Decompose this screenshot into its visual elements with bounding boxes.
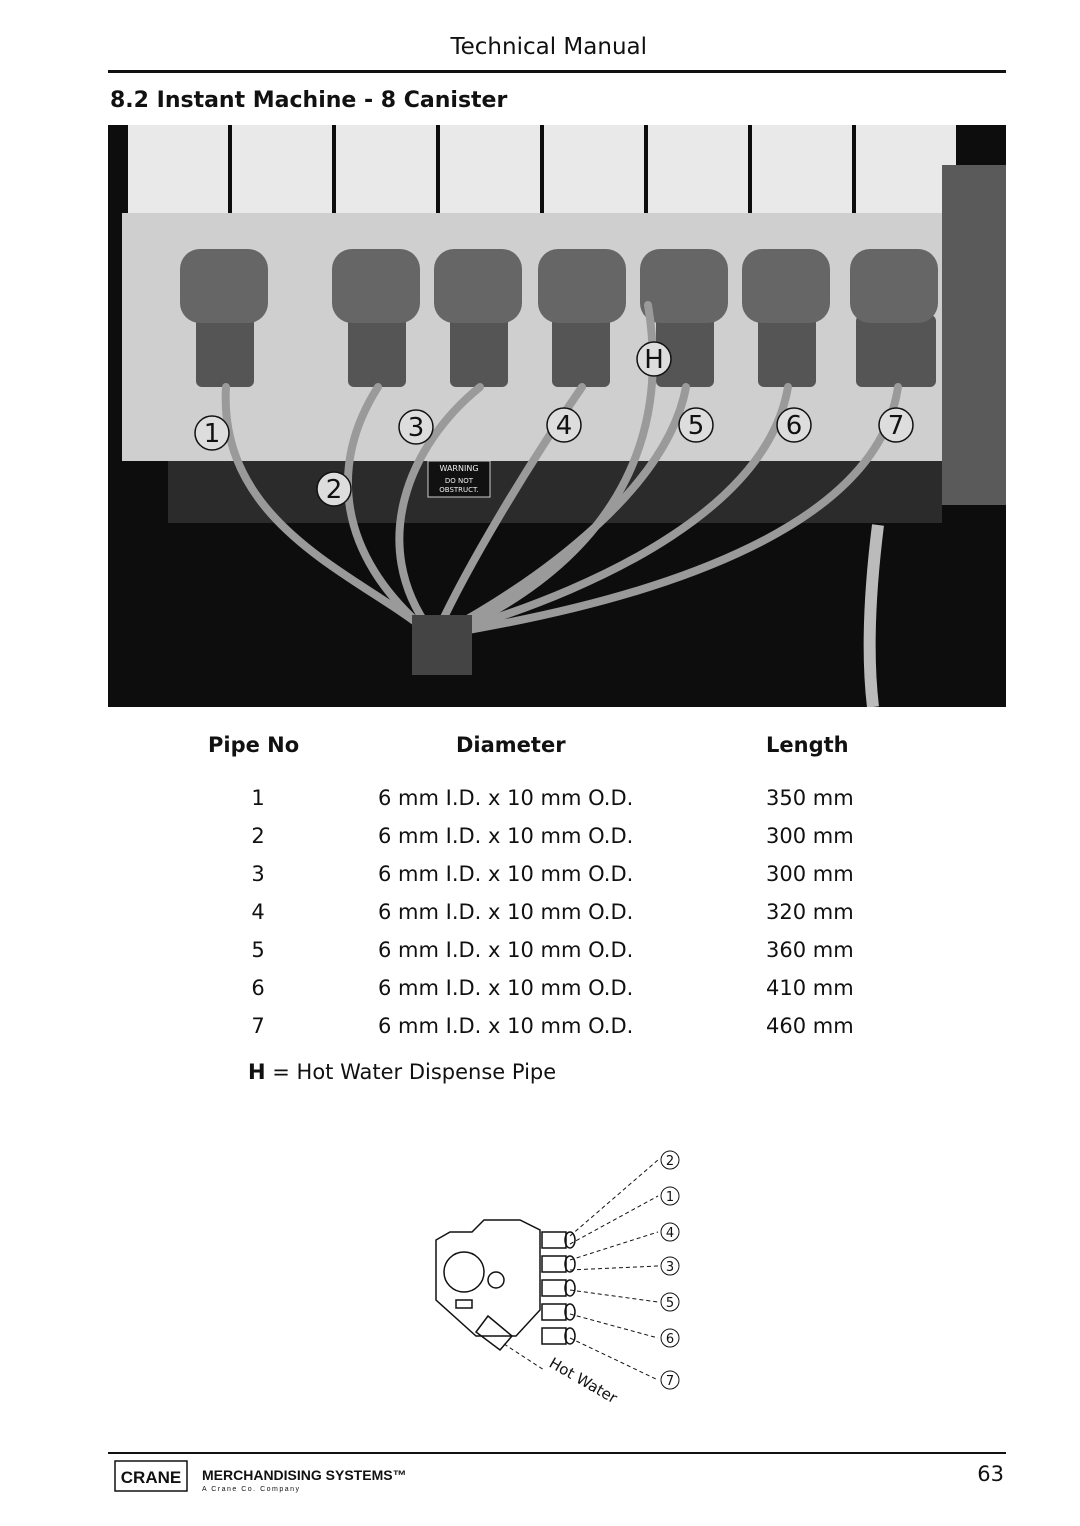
diagram-label: 1 — [665, 1190, 675, 1205]
pipe-no-cell: 1 — [251, 786, 265, 810]
logo-name: CRANE — [120, 1468, 182, 1487]
svg-text:WARNING: WARNING — [439, 464, 479, 473]
diameter-cell: 6 mm I.D. x 10 mm O.D. — [378, 900, 634, 924]
svg-text:5: 5 — [687, 411, 705, 441]
logo-subtext: A Crane Co. Company — [202, 1486, 301, 1493]
svg-text:7: 7 — [887, 411, 905, 441]
svg-text:1: 1 — [203, 419, 221, 449]
col-header-pipe-no: Pipe No — [208, 733, 300, 757]
col-header-length: Length — [766, 733, 849, 757]
svg-text:6: 6 — [785, 411, 803, 441]
svg-text:DO NOT: DO NOT — [444, 477, 474, 485]
header-rule — [108, 70, 1006, 73]
length-cell: 410 mm — [766, 976, 854, 1000]
note-key: H — [248, 1060, 266, 1084]
hot-water-note — [248, 1060, 556, 1084]
diagram-label: 5 — [665, 1296, 675, 1311]
machine-photo — [108, 125, 1006, 707]
diameter-cell: 6 mm I.D. x 10 mm O.D. — [378, 824, 634, 848]
diagram-label: 6 — [665, 1332, 675, 1347]
manifold-diagram — [420, 1140, 720, 1420]
col-header-diameter: Diameter — [456, 733, 566, 757]
diagram-label: 7 — [665, 1374, 675, 1389]
logo-text: MERCHANDISING SYSTEMS™ — [202, 1467, 407, 1483]
length-cell: 320 mm — [766, 900, 854, 924]
diagram-label: 2 — [665, 1154, 675, 1169]
diameter-cell: 6 mm I.D. x 10 mm O.D. — [378, 1014, 634, 1038]
diameter-cell: 6 mm I.D. x 10 mm O.D. — [378, 862, 634, 886]
hot-water-label: Hot Water — [546, 1353, 621, 1408]
diagram-label: 4 — [665, 1226, 675, 1241]
diameter-cell: 6 mm I.D. x 10 mm O.D. — [378, 786, 634, 810]
svg-text:OBSTRUCT.: OBSTRUCT. — [439, 486, 479, 494]
svg-text:2: 2 — [325, 475, 343, 505]
pipe-no-cell: 6 — [251, 976, 265, 1000]
crane-logo — [114, 1460, 454, 1494]
length-cell: 350 mm — [766, 786, 854, 810]
footer-rule — [108, 1452, 1006, 1454]
page-number: 63 — [977, 1462, 1004, 1486]
pipe-no-cell: 2 — [251, 824, 265, 848]
length-cell: 460 mm — [766, 1014, 854, 1038]
section-title: 8.2 Instant Machine - 8 Canister — [110, 88, 508, 113]
diameter-cell: 6 mm I.D. x 10 mm O.D. — [378, 976, 634, 1000]
pipe-no-cell: 5 — [251, 938, 265, 962]
length-cell: 360 mm — [766, 938, 854, 962]
svg-text:H: H — [644, 345, 664, 375]
length-cell: 300 mm — [766, 862, 854, 886]
pipe-no-cell: 4 — [251, 900, 265, 924]
svg-text:4: 4 — [555, 411, 573, 441]
length-cell: 300 mm — [766, 824, 854, 848]
pipe-no-cell: 3 — [251, 862, 265, 886]
diagram-label: 3 — [665, 1260, 675, 1275]
diameter-cell: 6 mm I.D. x 10 mm O.D. — [378, 938, 634, 962]
note-text: = Hot Water Dispense Pipe — [265, 1060, 557, 1084]
pipe-no-cell: 7 — [251, 1014, 265, 1038]
svg-text:3: 3 — [407, 413, 425, 443]
header-title: Technical Manual — [450, 34, 647, 60]
